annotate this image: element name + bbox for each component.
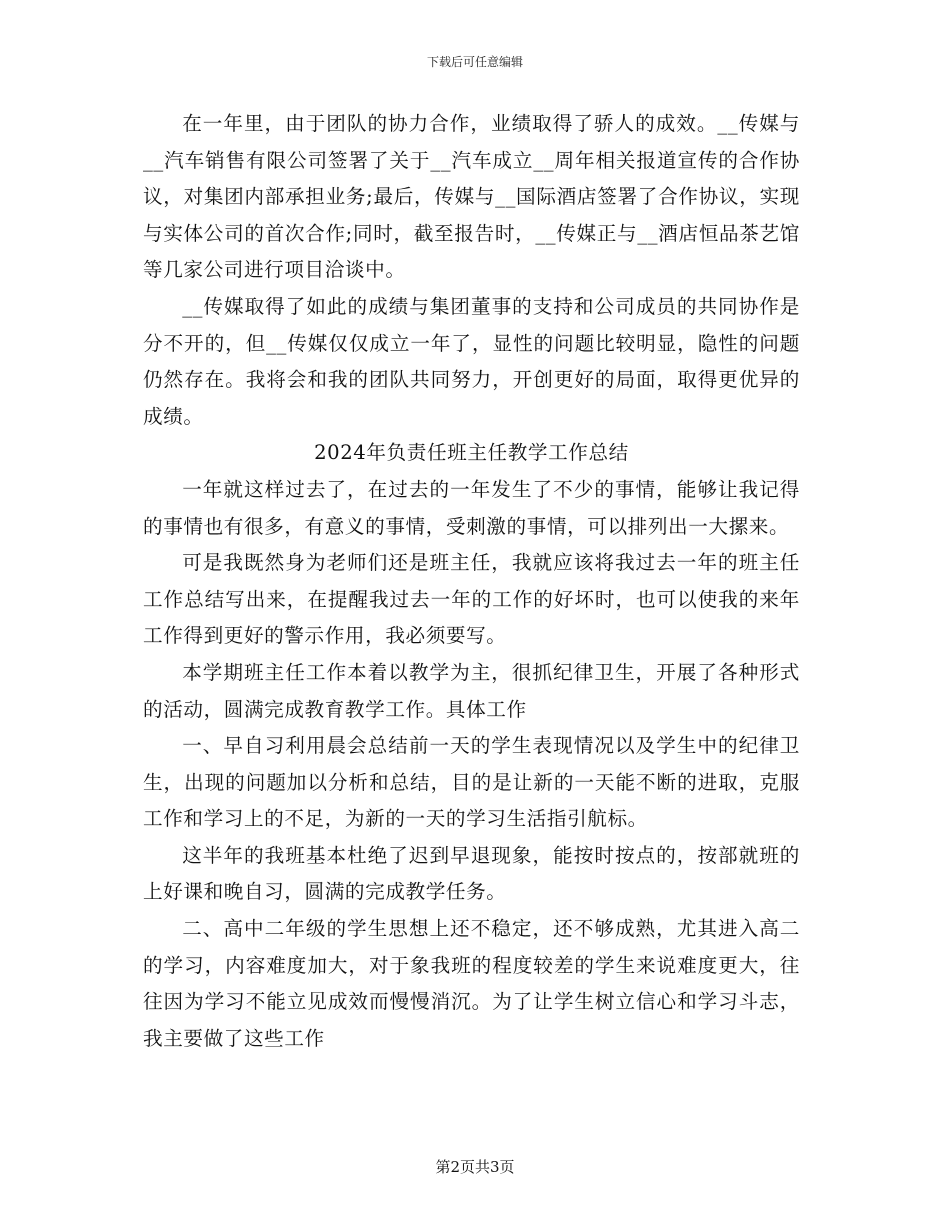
- paragraph-2: __传媒取得了如此的成绩与集团董事的支持和公司成员的共同协作是分不开的，但__传媒仅仅成立一年了，显性的问题比较明显，隐性的问题仍然存在。我将会和我的团队共同努力，开创更好的局面，取得更优异的成绩。: [143, 294, 800, 428]
- page-number-footer: 第2页共3页: [435, 1158, 515, 1176]
- paragraph-7: 这半年的我班基本杜绝了迟到早退现象，能按时按点的，按部就班的上好课和晚自习，圆满的完成教学任务。: [143, 843, 800, 904]
- page-header-note: 下载后可任意编辑: [426, 55, 523, 69]
- document-body: [143, 106, 800, 1057]
- paragraph-3: 一年就这样过去了，在过去的一年发生了不少的事情，能够让我记得的事情也有很多，有意义的事情，受刺激的事情，可以排列出一大摞来。: [143, 477, 800, 538]
- paragraph-5: 本学期班主任工作本着以教学为主，很抓纪律卫生，开展了各种形式的活动，圆满完成教育教学工作。具体工作: [143, 660, 800, 721]
- paragraph-6: 一、早自习利用晨会总结前一天的学生表现情况以及学生中的纪律卫生，出现的问题加以分析和总结，目的是让新的一天能不断的进取，克服工作和学习上的不足，为新的一天的学习生活指引航标。: [143, 734, 800, 831]
- paragraph-1: 在一年里，由于团队的协力合作，业绩取得了骄人的成效。__传媒与__汽车销售有限公司签署了关于__汽车成立__周年相关报道宣传的合作协议，对集团内部承担业务;最后，传媒与__国际酒店签署了合作协议，实现与实体公司的首次合作;同时，截至报告时，__传媒正与__酒店恒品茶艺馆等几家公司进行项目洽谈中。: [143, 112, 800, 282]
- paragraph-8: 二、高中二年级的学生思想上还不稳定，还不够成熟，尤其进入高二的学习，内容难度加大，对于象我班的程度较差的学生来说难度更大，往往因为学习不能立见成效而慢慢消沉。为了让学生树立信心和学习斗志，我主要做了这些工作: [143, 917, 800, 1050]
- section-title: 2024年负责任班主任教学工作总结: [314, 441, 629, 465]
- paragraph-4: 可是我既然身为老师们还是班主任，我就应该将我过去一年的班主任工作总结写出来，在提醒我过去一年的工作的好坏时，也可以使我的来年工作得到更好的警示作用，我必须要写。: [143, 551, 800, 648]
